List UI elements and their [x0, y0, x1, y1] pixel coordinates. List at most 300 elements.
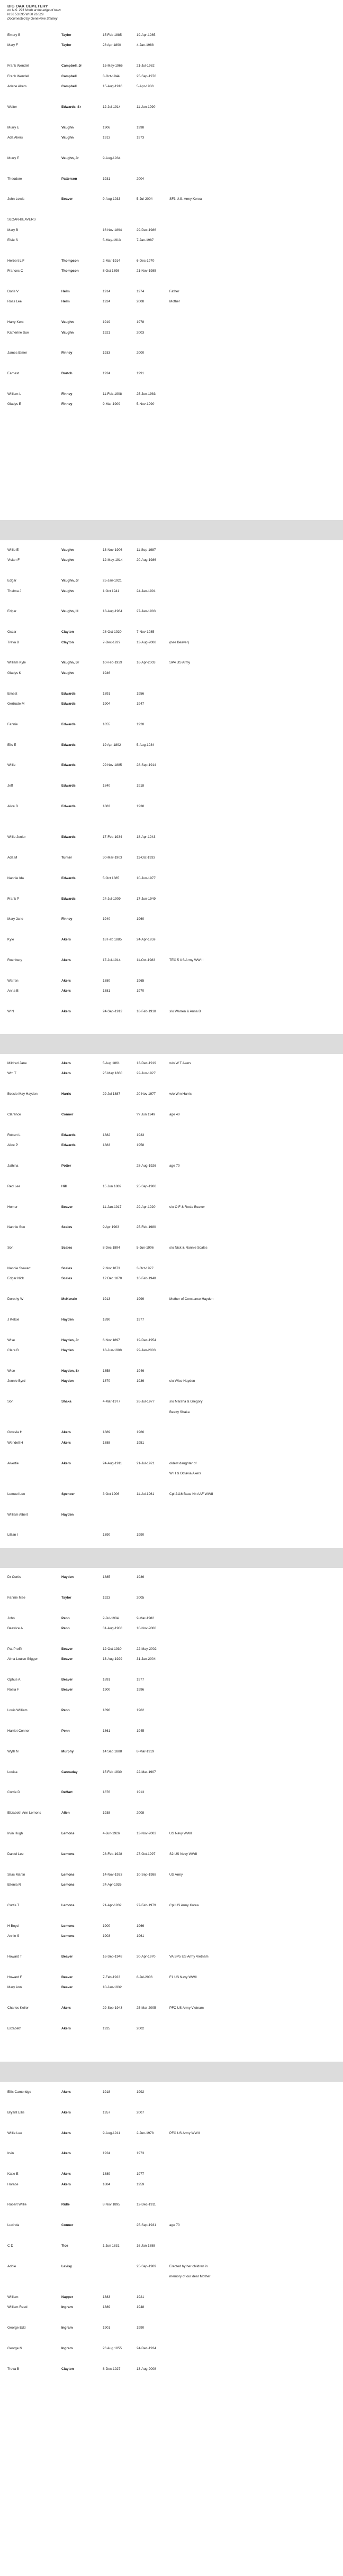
last-name: Turner — [61, 856, 72, 860]
first-name: Dr Curtis — [7, 1575, 21, 1579]
birth-date: 1924 — [103, 372, 111, 376]
first-name: Bryant Ellis — [7, 2110, 24, 2115]
birth-date: 1882 — [103, 1133, 111, 1137]
burial-record-row — [0, 1348, 343, 1353]
first-name: Ophus A — [7, 1678, 21, 1682]
death-date: 2000 — [137, 351, 145, 355]
birth-date: 1870 — [103, 1379, 111, 1383]
burial-record-row — [0, 1266, 343, 1271]
burial-record-row — [0, 2305, 343, 2310]
burial-record-row — [0, 1143, 343, 1148]
first-name: Mary B — [7, 228, 19, 232]
birth-date: 24-Jul-1909 — [103, 897, 121, 901]
death-date: 1913 — [137, 1790, 145, 1795]
birth-date: 24-Sep-1912 — [103, 1010, 122, 1013]
note: Mother of Constance Hayden — [169, 1297, 214, 1301]
note: VA SP5 US Army Vietnam — [169, 1954, 209, 1959]
death-date: 2004 — [137, 177, 145, 181]
first-name: Frank Wendell — [7, 64, 30, 68]
first-name: Ada M — [7, 856, 17, 860]
burial-record-row — [0, 361, 343, 366]
first-name: Dorothy W — [7, 1297, 24, 1301]
first-name: Anna B — [7, 989, 19, 993]
burial-record-row — [0, 1636, 343, 1641]
last-name: Edwards — [61, 763, 76, 768]
last-name: Hayden — [61, 1318, 74, 1322]
death-date: 1962 — [137, 1709, 145, 1713]
burial-record-row — [0, 1585, 343, 1590]
first-name: Wm T — [7, 1072, 16, 1076]
burial-record-row — [0, 855, 343, 861]
last-name: Finney — [61, 392, 73, 396]
birth-date: 11-Jan-1917 — [103, 1205, 122, 1209]
last-name: Ingram — [61, 2326, 73, 2330]
note: (nee Beaver) — [169, 640, 189, 644]
burial-record-row — [0, 125, 343, 131]
last-name: Scales — [61, 1246, 73, 1250]
last-name: Taylor — [61, 33, 71, 37]
birth-date: 1918 — [103, 2090, 111, 2094]
birth-date: 1919 — [103, 320, 111, 325]
last-name: Vaughn, Jr — [61, 156, 79, 160]
burial-record-row — [0, 187, 343, 192]
death-date: 1970 — [137, 989, 145, 993]
first-name: Frank P — [7, 897, 20, 901]
last-name: Edwards, Sr — [61, 105, 81, 109]
last-name: Hayden, Jr — [61, 1338, 79, 1342]
burial-record-row — [0, 1626, 343, 1631]
last-name: Conner — [61, 2223, 74, 2228]
burial-record-row — [0, 1122, 343, 1128]
burial-record-row — [0, 2274, 343, 2279]
death-date: 2007 — [137, 2110, 145, 2115]
last-name: Beaver — [61, 1657, 73, 1661]
birth-date: 14-Nov-1933 — [103, 1872, 122, 1877]
birth-date: 1890 — [103, 1318, 111, 1322]
last-name: Beaver — [61, 1647, 73, 1651]
note: s/o Warren & Anna B — [169, 1010, 201, 1013]
birth-date: 1 Oct 1941 — [103, 589, 120, 593]
burial-record-row — [0, 1359, 343, 1364]
first-name: John Lewis — [7, 197, 24, 201]
burial-record-row — [0, 989, 343, 994]
burial-record-row — [0, 105, 343, 110]
first-name: W N — [7, 1010, 14, 1013]
death-date: 25-Sep-1976 — [137, 74, 156, 78]
first-name: John — [7, 1616, 15, 1620]
burial-record-row — [0, 135, 343, 141]
burial-record-row — [0, 2367, 343, 2372]
first-name: Clara B — [7, 1349, 19, 1353]
death-date: 24-Apr-1959 — [137, 938, 156, 942]
burial-record-row — [0, 1903, 343, 1908]
first-name: Elis E — [7, 743, 16, 747]
death-date: 1936 — [137, 1575, 145, 1579]
note: SF3 U.S. Army Korea — [169, 197, 202, 201]
first-name: Louisa — [7, 1770, 17, 1774]
first-name: Kyle — [7, 938, 14, 942]
burial-record-row — [0, 197, 343, 202]
burial-record-row — [0, 1575, 343, 1580]
first-name: Wendell H — [7, 1441, 23, 1445]
death-date: 10-Sep-1988 — [137, 1872, 156, 1877]
burial-record-row — [0, 74, 343, 79]
last-name: Vaughn — [61, 330, 74, 335]
last-name: Edwards — [61, 691, 76, 696]
first-name: Fannie — [7, 722, 18, 726]
birth-date: 13-Nov-1906 — [103, 548, 122, 552]
death-date: 21-Jul-1921 — [137, 1461, 155, 1465]
last-name: Ingram — [61, 2305, 73, 2310]
last-name: Akers — [61, 1430, 71, 1435]
death-date: 1998 — [137, 125, 145, 130]
death-date: 1978 — [137, 320, 145, 325]
last-name: Akers — [61, 2110, 71, 2115]
birth-date: 1858 — [103, 1369, 111, 1373]
note: age 40 — [169, 1113, 180, 1116]
burial-record-row — [0, 2100, 343, 2105]
last-name: Helm — [61, 290, 70, 293]
burial-record-row — [0, 1133, 343, 1138]
burial-record-row — [0, 1492, 343, 1497]
last-name: Edwards — [61, 722, 76, 726]
death-date: 25-Feb-1980 — [137, 1225, 156, 1230]
first-name: Treva B — [7, 2367, 20, 2371]
burial-record-row — [0, 794, 343, 799]
burial-record-row — [0, 2151, 343, 2156]
birth-date: 12-May-1914 — [103, 558, 123, 562]
death-date: 1956 — [137, 691, 145, 696]
first-name: Ross Lee — [7, 300, 22, 304]
first-name: Jennie Byrd — [7, 1379, 25, 1383]
note: Cpl US Army Korea — [169, 1903, 199, 1907]
last-name: Lemons — [61, 1924, 75, 1928]
note: W H & Octavia Akers — [169, 1472, 201, 1475]
death-date: 1965 — [137, 978, 145, 983]
first-name: Silas Martin — [7, 1872, 25, 1877]
birth-date: 1906 — [103, 125, 111, 130]
first-name: Oscar — [7, 630, 17, 634]
burial-record-row — [0, 2016, 343, 2021]
page-break — [0, 520, 343, 540]
burial-record-row — [0, 43, 343, 48]
birth-date: 5 Aug 1861 — [103, 1061, 120, 1065]
first-name: Horace — [7, 2182, 19, 2186]
burial-record-row — [0, 732, 343, 737]
first-name: Howard T — [7, 1954, 22, 1959]
last-name: Vaughn — [61, 589, 74, 593]
birth-date: 12-Oct-1930 — [103, 1647, 122, 1651]
burial-record-row — [0, 1975, 343, 1980]
last-name: Finney — [61, 917, 73, 921]
burial-record-row — [0, 865, 343, 871]
death-date: 4-Jan-1988 — [137, 43, 154, 48]
burial-record-row — [0, 1327, 343, 1333]
first-name: Willie Junior — [7, 835, 26, 839]
burial-record-row — [0, 1770, 343, 1775]
burial-record-row — [0, 53, 343, 59]
first-name: Pat Proffit — [7, 1647, 22, 1651]
burial-record-row — [0, 1061, 343, 1066]
birth-date: 1889 — [103, 2172, 111, 2176]
burial-record-row — [0, 1102, 343, 1107]
last-name: Thompson — [61, 258, 79, 263]
burial-record-row — [0, 917, 343, 922]
page-break — [0, 1548, 343, 1568]
birth-date: 28 Apr 1890 — [103, 43, 121, 48]
last-name: Taylor — [61, 43, 71, 48]
last-name: Penn — [61, 1709, 70, 1713]
first-name: Octavia H — [7, 1430, 23, 1435]
burial-record-row — [0, 1512, 343, 1518]
death-date: 1958 — [137, 1143, 145, 1148]
last-name: Vaughn — [61, 136, 74, 140]
birth-date: 21-Apr-1932 — [103, 1903, 122, 1907]
last-name: Hayden, Sr — [61, 1369, 79, 1373]
last-name: Ingram — [61, 2347, 73, 2350]
burial-record-row — [0, 1522, 343, 1528]
death-date: 2005 — [137, 1595, 145, 1600]
birth-date: 1923 — [103, 1595, 111, 1600]
burial-record-row — [0, 1657, 343, 1662]
burial-record-row — [0, 2264, 343, 2269]
last-name: Patterson — [61, 177, 77, 181]
death-date: 1961 — [137, 1934, 145, 1938]
last-name: Vaughn — [61, 125, 74, 130]
note: s/o Wise Hayden — [169, 1379, 195, 1383]
last-name: Potter — [61, 1164, 71, 1168]
first-name: J Kelcie — [7, 1318, 20, 1322]
last-name: Taylor — [61, 1595, 71, 1600]
burial-record-row — [0, 814, 343, 819]
first-name: Walter — [7, 105, 17, 109]
burial-record-row — [0, 886, 343, 891]
burial-record-row — [0, 1276, 343, 1281]
death-date: 8-Jul-2006 — [137, 1975, 153, 1979]
burial-record-row — [0, 937, 343, 943]
burial-record-row — [0, 1471, 343, 1476]
last-name: Vaughn — [61, 558, 74, 562]
burial-record-row — [0, 1338, 343, 1343]
birth-date: 5 Oct 1885 — [103, 876, 120, 880]
death-date: 1918 — [137, 784, 145, 788]
last-name: Hayden — [61, 1349, 74, 1353]
death-date: 18-Feb-1918 — [137, 1010, 156, 1013]
first-name: Corrie D — [7, 1790, 20, 1795]
death-date: 5-Nov-1990 — [137, 402, 155, 407]
birth-date: 9-Aug-1934 — [103, 156, 121, 160]
first-name: Mildred Jane — [7, 1061, 27, 1065]
death-date: 5-Jul-2004 — [137, 197, 153, 201]
last-name: Scales — [61, 1225, 73, 1230]
burial-record-row — [0, 773, 343, 779]
burial-record-row — [0, 1451, 343, 1456]
burial-record-row — [0, 1153, 343, 1159]
birth-date: 1913 — [103, 1297, 111, 1301]
first-name: Bessie May Hayden — [7, 1092, 38, 1096]
first-name: Lemuel Lee — [7, 1492, 25, 1496]
first-name: Arlene Akers — [7, 85, 27, 88]
burial-record-row — [0, 1184, 343, 1189]
first-name: Katie E — [7, 2172, 19, 2176]
documented-by: Documented by Genevieve Starkey — [7, 17, 58, 21]
last-name: Campbell — [61, 74, 77, 78]
death-date: 19-Dec-1954 — [137, 1338, 156, 1342]
first-name: Elizabeth — [7, 2026, 22, 2030]
last-name: Beaver — [61, 1688, 73, 1692]
death-date: 7-Jan-1987 — [137, 238, 154, 242]
burial-record-row — [0, 1369, 343, 1374]
burial-record-row — [0, 1225, 343, 1230]
birth-date: 1890 — [103, 1533, 111, 1537]
death-date: 12-Dec-1911 — [137, 2203, 156, 2207]
birth-date: 1883 — [103, 2295, 111, 2299]
burial-record-row — [0, 999, 343, 1004]
death-date: 1977 — [137, 2172, 145, 2176]
death-date: 11-Oct-1933 — [137, 856, 156, 860]
burial-record-row — [0, 2315, 343, 2321]
death-date: 27-Feb-1979 — [137, 1903, 156, 1907]
last-name: Edwards — [61, 1133, 76, 1137]
first-name: Alma Louise Stigger — [7, 1657, 38, 1661]
first-name: Mary Jane — [7, 917, 23, 921]
first-name: Wise — [7, 1338, 15, 1342]
first-name: Alvertie — [7, 1461, 19, 1465]
first-name: Willie E — [7, 548, 19, 552]
first-name: Red Lee — [7, 1184, 21, 1188]
birth-date: 10-Feb-1939 — [103, 661, 122, 665]
death-date: 1991 — [137, 372, 145, 376]
last-name: Hayden — [61, 1575, 74, 1579]
first-name: George N — [7, 2347, 22, 2350]
birth-date: 15-May-1966 — [103, 64, 123, 68]
death-date: 16-Apr-2003 — [137, 661, 156, 665]
first-name: Alice P — [7, 1143, 18, 1148]
birth-date: 14 Sep 1888 — [103, 1749, 122, 1753]
birth-date: 2 Nov 1873 — [103, 1267, 120, 1270]
birth-date: 1888 — [103, 1441, 111, 1445]
last-name: Lemons — [61, 1883, 75, 1887]
last-name: Finney — [61, 402, 73, 407]
birth-date: 1896 — [103, 1709, 111, 1713]
birth-date: 29-Sep-1943 — [103, 2006, 122, 2010]
burial-record-row — [0, 2131, 343, 2136]
first-name: Nannie Ida — [7, 876, 24, 880]
first-name: H Boyd — [7, 1924, 19, 1928]
last-name: Napper — [61, 2295, 74, 2299]
birth-date: 17-Jul-1914 — [103, 958, 121, 962]
last-name: Akers — [61, 1072, 71, 1076]
first-name: Ernest — [7, 691, 17, 696]
birth-date: 26 Aug 1855 — [103, 2347, 122, 2350]
last-name: Vaughn — [61, 671, 74, 675]
burial-record-row — [0, 1256, 343, 1261]
birth-date: 1883 — [103, 805, 111, 808]
last-name: Beaver — [61, 197, 73, 201]
first-name: Roenbery — [7, 958, 22, 962]
birth-date: 1940 — [103, 917, 111, 921]
burial-record-row — [0, 156, 343, 161]
last-name: Allen — [61, 1811, 70, 1815]
first-name: Elizabeth Ann Lemons — [7, 1811, 41, 1815]
death-date: 7-Nov-1985 — [137, 630, 155, 634]
last-name: McKenzie — [61, 1297, 77, 1301]
first-name: William — [7, 2295, 19, 2299]
death-date: 1977 — [137, 1678, 145, 1682]
first-name: Frances C — [7, 269, 23, 273]
note: Cpl 2116 Base Nit AAF WWII — [169, 1492, 213, 1496]
last-name: Lemons — [61, 1832, 75, 1835]
burial-record-row — [0, 1841, 343, 1846]
burial-record-row — [0, 825, 343, 830]
birth-date: 1876 — [103, 1790, 111, 1795]
first-name: Son — [7, 1246, 14, 1250]
birth-date: 2-Mar-1914 — [103, 258, 121, 263]
burial-record-row — [0, 835, 343, 840]
first-name: Lillian I — [7, 1533, 18, 1537]
birth-date: 3 Oct 1906 — [103, 1492, 120, 1496]
birth-date: 10-Jan-1932 — [103, 1986, 122, 1989]
burial-record-row — [0, 804, 343, 809]
first-name: Nannie Sue — [7, 1225, 25, 1230]
birth-date: 7-Feb-1923 — [103, 1975, 121, 1979]
first-name: Theodore — [7, 177, 22, 181]
burial-record-row — [0, 350, 343, 356]
death-date: 21-Jul-1982 — [137, 64, 155, 68]
burial-record-row — [0, 671, 343, 676]
birth-date: 19 Apr 1892 — [103, 743, 121, 747]
first-name: Robert L — [7, 1133, 21, 1137]
death-date: 1990 — [137, 1533, 145, 1537]
burial-record-row — [0, 1872, 343, 1878]
burial-record-row — [0, 1801, 343, 1806]
last-name: Akers — [61, 2006, 71, 2010]
burial-record-row — [0, 763, 343, 768]
first-name: Edgar Nick — [7, 1277, 24, 1281]
last-name: Akers — [61, 958, 71, 962]
first-name: Frank Wendell — [7, 74, 30, 78]
birth-date: 15 Feb 1830 — [103, 1770, 122, 1774]
first-name: Annie S — [7, 1934, 20, 1938]
last-name: Vaughn, Jr — [61, 579, 79, 583]
birth-date: 9-Mar-1909 — [103, 402, 121, 407]
note: SP4 US Army — [169, 661, 191, 665]
death-date: 1966 — [137, 1430, 145, 1435]
first-name: Ellenia R — [7, 1883, 21, 1887]
death-date: 25-Mar-2005 — [137, 2006, 156, 2010]
burial-record-row — [0, 1616, 343, 1621]
burial-record-row — [0, 1780, 343, 1785]
note: US Army — [169, 1872, 183, 1877]
burial-record-row — [0, 1461, 343, 1466]
burial-record-row — [0, 238, 343, 243]
death-date: 30-Apr-1970 — [137, 1954, 156, 1959]
first-name: William Albert — [7, 1512, 28, 1517]
death-date: 25-Sep-1931 — [137, 2223, 156, 2228]
first-name: Son — [7, 1400, 14, 1404]
page-break — [0, 2062, 343, 2082]
death-date: ?? Jun 1949 — [137, 1113, 156, 1116]
birth-date: 8 Oct 1898 — [103, 269, 120, 273]
first-name: Ada Akers — [7, 136, 23, 140]
last-name: Akers — [61, 2026, 71, 2030]
death-date: 2002 — [137, 2026, 145, 2030]
burial-record-row — [0, 2295, 343, 2300]
death-date: 21-Nov-1985 — [137, 269, 156, 273]
first-name: Katherine Sue — [7, 330, 29, 335]
note: s/o Nick & Nannie Scales — [169, 1246, 207, 1250]
death-date: 25-Jun-1983 — [137, 392, 156, 396]
